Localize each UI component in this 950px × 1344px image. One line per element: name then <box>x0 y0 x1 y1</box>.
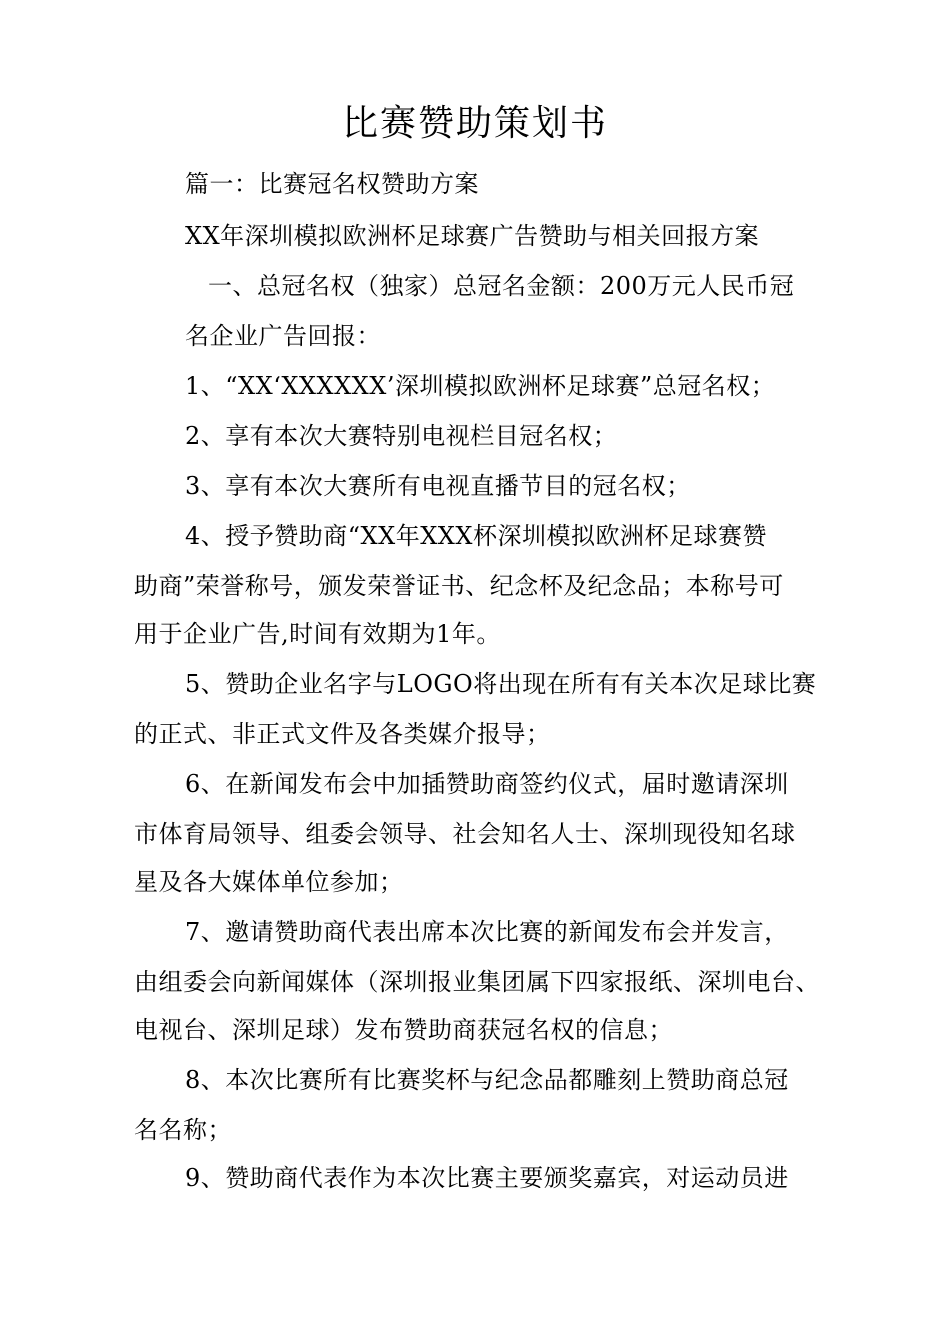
list-item-continuation: 由组委会向新闻媒体（深圳报业集团属下四家报纸、深圳电台、 <box>134 968 820 996</box>
list-item: 5、赞助企业名字与LOGO将出现在所有有关本次足球比赛 <box>185 670 817 698</box>
paragraph-line: 一、总冠名权（独家）总冠名金额：200万元人民币冠 <box>208 272 795 300</box>
section-heading: 篇一：比赛冠名权赞助方案 <box>185 170 479 198</box>
list-item: 6、在新闻发布会中加插赞助商签约仪式，届时邀请深圳 <box>185 770 789 798</box>
list-item-continuation: 电视台、深圳足球）发布赞助商获冠名权的信息； <box>134 1016 673 1044</box>
list-item: 4、授予赞助商“XX年XXX杯深圳模拟欧洲杯足球赛赞 <box>185 522 767 550</box>
list-item: 9、赞助商代表作为本次比赛主要颁奖嘉宾，对运动员进 <box>185 1164 789 1192</box>
list-item-continuation: 的正式、非正式文件及各类媒介报导； <box>134 720 551 748</box>
paragraph-line: 名企业广告回报： <box>185 322 381 350</box>
list-item-continuation: 名名称； <box>134 1116 232 1144</box>
list-item: 7、邀请赞助商代表出席本次比赛的新闻发布会并发言， <box>185 918 789 946</box>
list-item: 8、本次比赛所有比赛奖杯与纪念品都雕刻上赞助商总冠 <box>185 1066 789 1094</box>
list-item: 1、“XX‘XXXXXX’深圳模拟欧洲杯足球赛”总冠名权； <box>185 372 776 400</box>
list-item-continuation: 市体育局领导、组委会领导、社会知名人士、深圳现役知名球 <box>134 820 796 848</box>
list-item-continuation: 星及各大媒体单位参加； <box>134 868 404 896</box>
list-item-continuation: 用于企业广告,时间有效期为1年。 <box>134 620 501 648</box>
list-item-continuation: 助商”荣誉称号，颁发荣誉证书、纪念杯及纪念品；本称号可 <box>134 572 784 600</box>
list-item: 3、享有本次大赛所有电视直播节目的冠名权； <box>185 472 691 500</box>
list-item: 2、享有本次大赛特别电视栏目冠名权； <box>185 422 618 450</box>
document-title: 比赛赞助策划书 <box>341 103 608 144</box>
plan-subtitle: XX年深圳模拟欧洲杯足球赛广告赞助与相关回报方案 <box>185 222 760 250</box>
